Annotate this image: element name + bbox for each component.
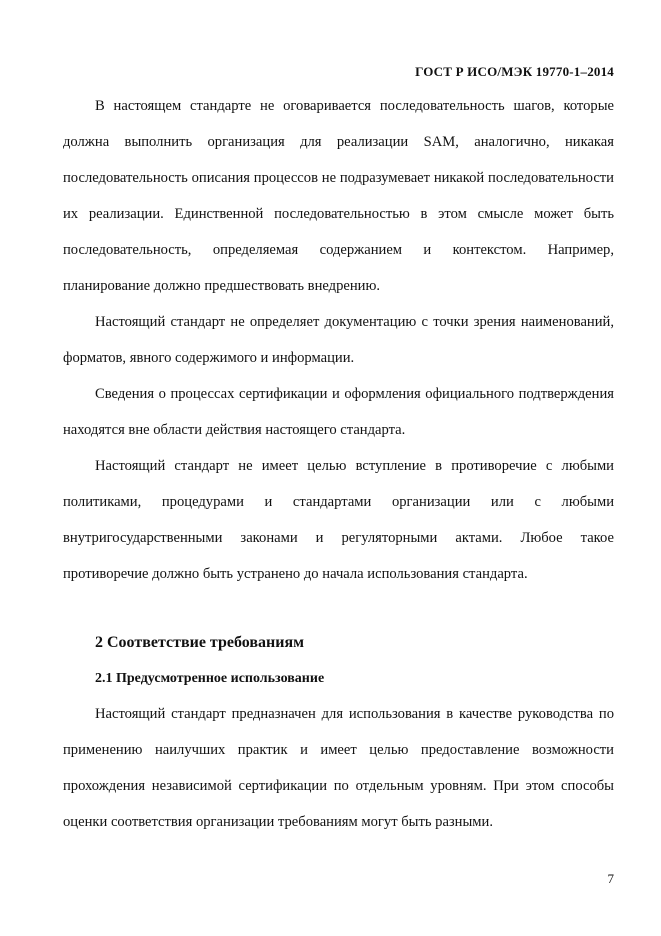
document-body — [63, 88, 614, 840]
document-header-standard-id: ГОСТ Р ИСО/МЭК 19770-1–2014 — [415, 64, 614, 79]
paragraph-certification: Сведения о процессах сертификации и оформления официального подтверждения находятся вне области действия настоящего стандарта. — [63, 386, 614, 438]
paragraph-conflict: Настоящий стандарт не имеет целью вступление в противоречие с любыми политиками, процедурами и стандартами организации или с любыми внутригосударственными законами и регуляторными актами. Любое такое противоречие должно быть устранено до начала использования стандарта. — [63, 458, 614, 582]
paragraph-intended-use: Настоящий стандарт предназначен для использования в качестве руководства по применению наилучших практик и имеет целью предоставление возможности прохождения независимой сертификации по отдельным уровням. При этом способы оценки соответствия организации требованиям могут быть разными. — [63, 706, 614, 830]
section-title: 2 Соответствие требованиям — [95, 634, 304, 651]
subsection-title: 2.1 Предусмотренное использование — [95, 671, 325, 686]
paragraph-sequence: В настоящем стандарте не оговаривается последовательность шагов, которые должна выполнить организация для реализации SAM, аналогично, никакая последовательность описания процессов не подразумевает никакой последовательности их реализации. Единственной последовательностью в этом смысле может быть последовательность, определяемая содержанием и контекстом. Например, планирование должно предшествовать внедрению. — [63, 98, 614, 294]
page-number: 7 — [607, 871, 614, 886]
paragraph-documentation: Настоящий стандарт не определяет документацию с точки зрения наименований, форматов, явного содержимого и информации. — [63, 314, 614, 366]
